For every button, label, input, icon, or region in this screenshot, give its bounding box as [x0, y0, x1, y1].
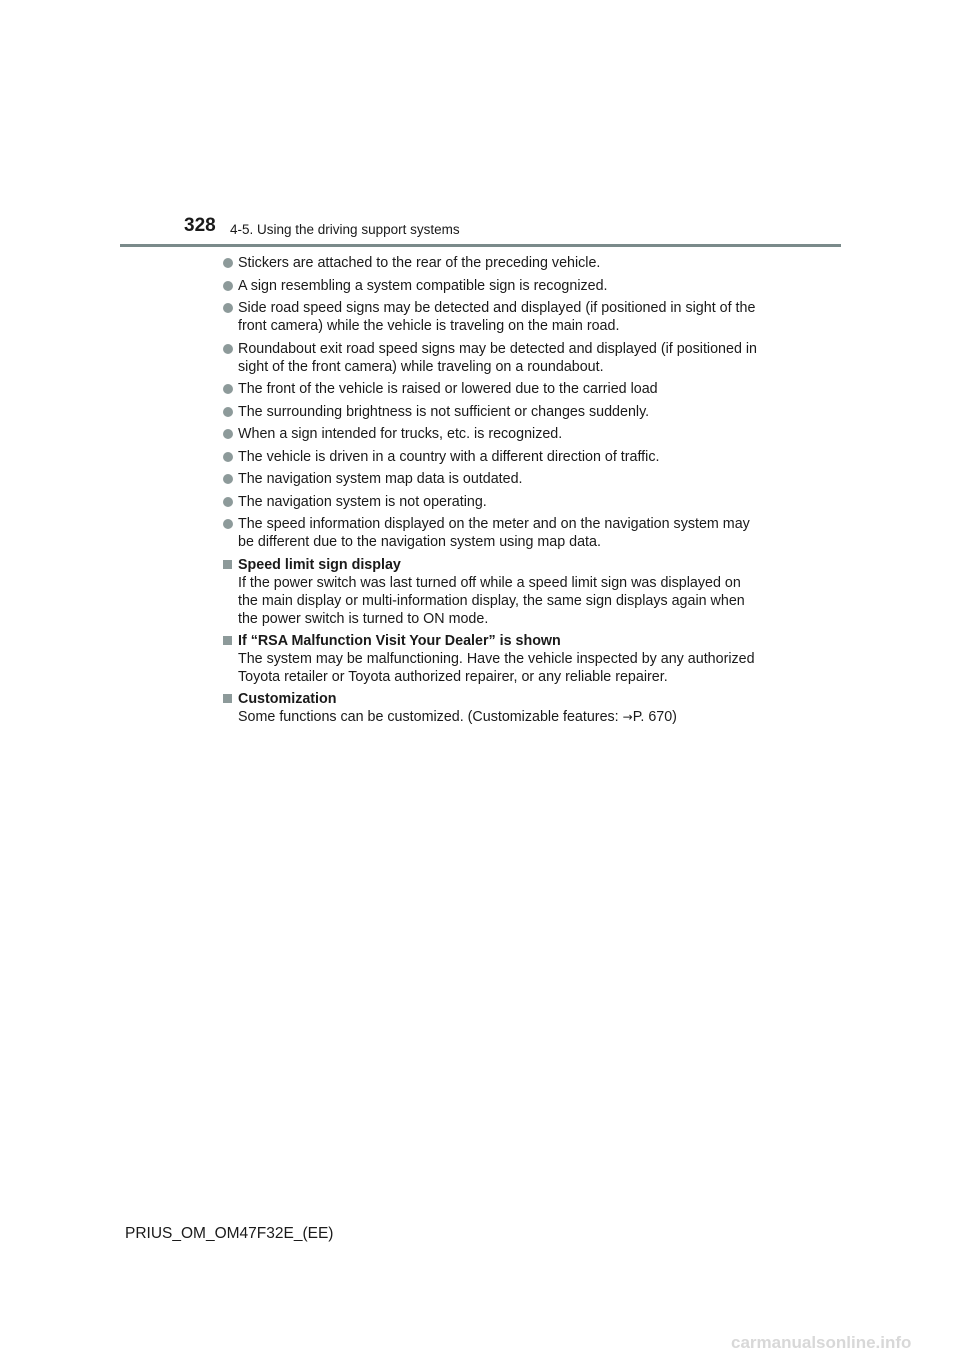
- list-item-text: When a sign intended for trucks, etc. is recognized.: [238, 426, 563, 442]
- list-item: [222, 380, 762, 398]
- bullet-icon: [223, 258, 233, 268]
- header-divider: [120, 244, 841, 247]
- list-item: [222, 299, 762, 335]
- page-reference-link[interactable]: P. 670): [632, 708, 677, 725]
- bullet-icon: [223, 407, 233, 417]
- bullet-icon: [223, 281, 233, 291]
- bullet-icon: [223, 452, 233, 462]
- list-item: [222, 254, 762, 272]
- list-item: [222, 403, 762, 421]
- list-item-text: The navigation system map data is outdated.: [238, 471, 523, 487]
- list-item: [222, 493, 762, 511]
- section-speed-limit-sign-display: [222, 556, 762, 628]
- list-item-text: The vehicle is driven in a country with a different direction of traffic.: [238, 448, 660, 465]
- list-item: [222, 448, 762, 466]
- page-number: 328: [184, 215, 216, 236]
- list-item-text: A sign resembling a system compatible sign is recognized.: [238, 277, 608, 294]
- section-customization: [222, 690, 762, 726]
- bullet-icon: [223, 474, 233, 484]
- condition-bullet-list: [222, 254, 762, 551]
- section-body: [238, 708, 762, 726]
- section-rsa-malfunction: [222, 632, 762, 686]
- list-item-text: The navigation system is not operating.: [238, 493, 487, 510]
- square-bullet-icon: [223, 636, 232, 645]
- list-item-text: Stickers are attached to the rear of the preceding vehicle.: [238, 255, 601, 271]
- arrow-right-icon: →: [622, 709, 633, 724]
- list-item: [222, 470, 762, 488]
- page-content: [222, 254, 762, 730]
- list-item-text: The front of the vehicle is raised or lowered due to the carried load: [238, 381, 658, 397]
- watermark: carmanualsonline.info: [731, 1333, 912, 1352]
- section-title: 4-5. Using the driving support systems: [230, 222, 460, 237]
- list-item-text: Roundabout exit road speed signs may be detected and displayed (if positioned in sight of the front camera) while traveling on a roundabout.: [238, 340, 758, 375]
- list-item: [222, 277, 762, 295]
- section-body: The system may be malfunctioning. Have the vehicle inspected by any authorized Toyota retailer or Toyota authorized repairer, or any reliable repairer.: [238, 650, 755, 685]
- list-item: [222, 425, 762, 443]
- bullet-icon: [223, 429, 233, 439]
- bullet-icon: [223, 303, 233, 313]
- list-item: [222, 340, 762, 376]
- bullet-icon: [223, 344, 233, 354]
- section-heading: Speed limit sign display: [238, 556, 401, 573]
- customization-text: Some functions can be customized. (Customizable features:: [238, 708, 623, 725]
- bullet-icon: [223, 519, 233, 529]
- square-bullet-icon: [223, 560, 232, 569]
- bullet-icon: [223, 497, 233, 507]
- list-item-text: The surrounding brightness is not sufficient or changes suddenly.: [238, 403, 650, 420]
- document-code: PRIUS_OM_OM47F32E_(EE): [125, 1225, 334, 1242]
- square-bullet-icon: [223, 694, 232, 703]
- section-body: If the power switch was last turned off while a speed limit sign was displayed on the main display or multi-information display, the same sign displays again when the power switch is turned to ON mode.: [238, 574, 745, 627]
- list-item-text: Side road speed signs may be detected and displayed (if positioned in sight of the front camera) while the vehicle is traveling on the main road.: [238, 300, 756, 334]
- section-heading: Customization: [238, 690, 337, 707]
- section-heading: If “RSA Malfunction Visit Your Dealer” is shown: [238, 632, 561, 649]
- bullet-icon: [223, 384, 233, 394]
- list-item-text: The speed information displayed on the meter and on the navigation system may be different due to the navigation system using map data.: [238, 516, 750, 550]
- list-item: [222, 515, 762, 551]
